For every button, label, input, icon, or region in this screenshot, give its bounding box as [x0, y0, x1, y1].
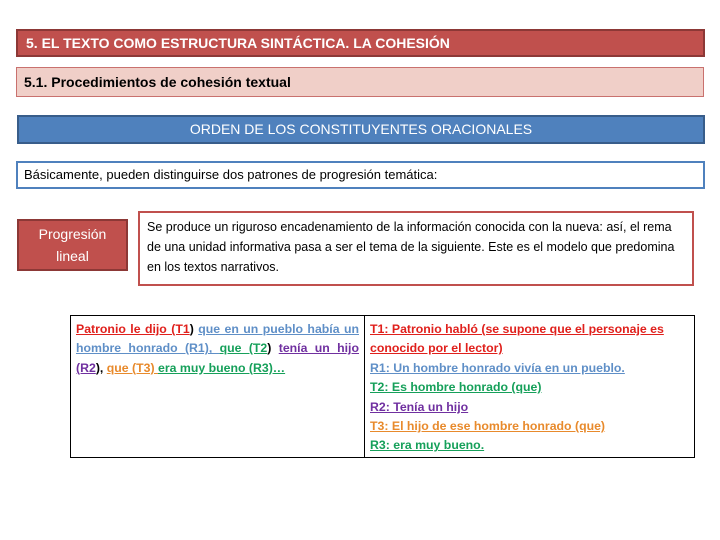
example-segment: que en un pueblo había un hombre honrado (R1),	[76, 322, 359, 356]
example-segment: )	[189, 322, 199, 336]
example-segment: que (T3)	[106, 360, 159, 375]
example-segment: tenía un hijo (R2	[76, 341, 359, 375]
pattern-label-line1: Progresión	[38, 226, 107, 242]
section-subtitle: 5.1. Procedimientos de cohesión textual	[16, 67, 704, 97]
example-segment: era muy bueno (R3)…	[158, 360, 286, 375]
analysis-line: R3: era muy bueno.	[370, 438, 485, 453]
example-segment: Patronio le dijo (T1	[76, 322, 190, 336]
analysis-line: T1: Patronio habló (se supone que el personaje es conocido por el lector)	[370, 322, 664, 356]
example-segment: ),	[95, 360, 107, 375]
example-text-cell	[71, 316, 365, 457]
analysis-line: R2: Tenía un hijo	[370, 399, 469, 414]
chapter-title: 5. EL TEXTO COMO ESTRUCTURA SINTÁCTICA. LA COHESIÓN	[16, 29, 705, 57]
example-analysis-cell	[365, 316, 694, 457]
topic-banner: ORDEN DE LOS CONSTITUYENTES ORACIONALES	[17, 115, 705, 144]
pattern-label	[17, 219, 128, 271]
analysis-line: T2: Es hombre honrado (que)	[370, 380, 542, 395]
intro-text: Básicamente, pueden distinguirse dos patrones de progresión temática:	[16, 161, 705, 189]
example-segment: que (T2	[219, 341, 268, 356]
analysis-line: R1: Un hombre honrado vivía en un pueblo.	[370, 360, 625, 375]
analysis-line: T3: El hijo de ese hombre honrado (que)	[370, 419, 606, 434]
example-segment: )	[267, 341, 279, 356]
pattern-description: Se produce un riguroso encadenamiento de la información conocida con la nueva: así, el rema de una unidad informativa pasa a ser el tema de la siguiente. Este es el modelo que predomina en los textos narrativos.	[138, 211, 694, 286]
pattern-label-line2: lineal	[56, 248, 89, 264]
example-table	[70, 315, 695, 458]
